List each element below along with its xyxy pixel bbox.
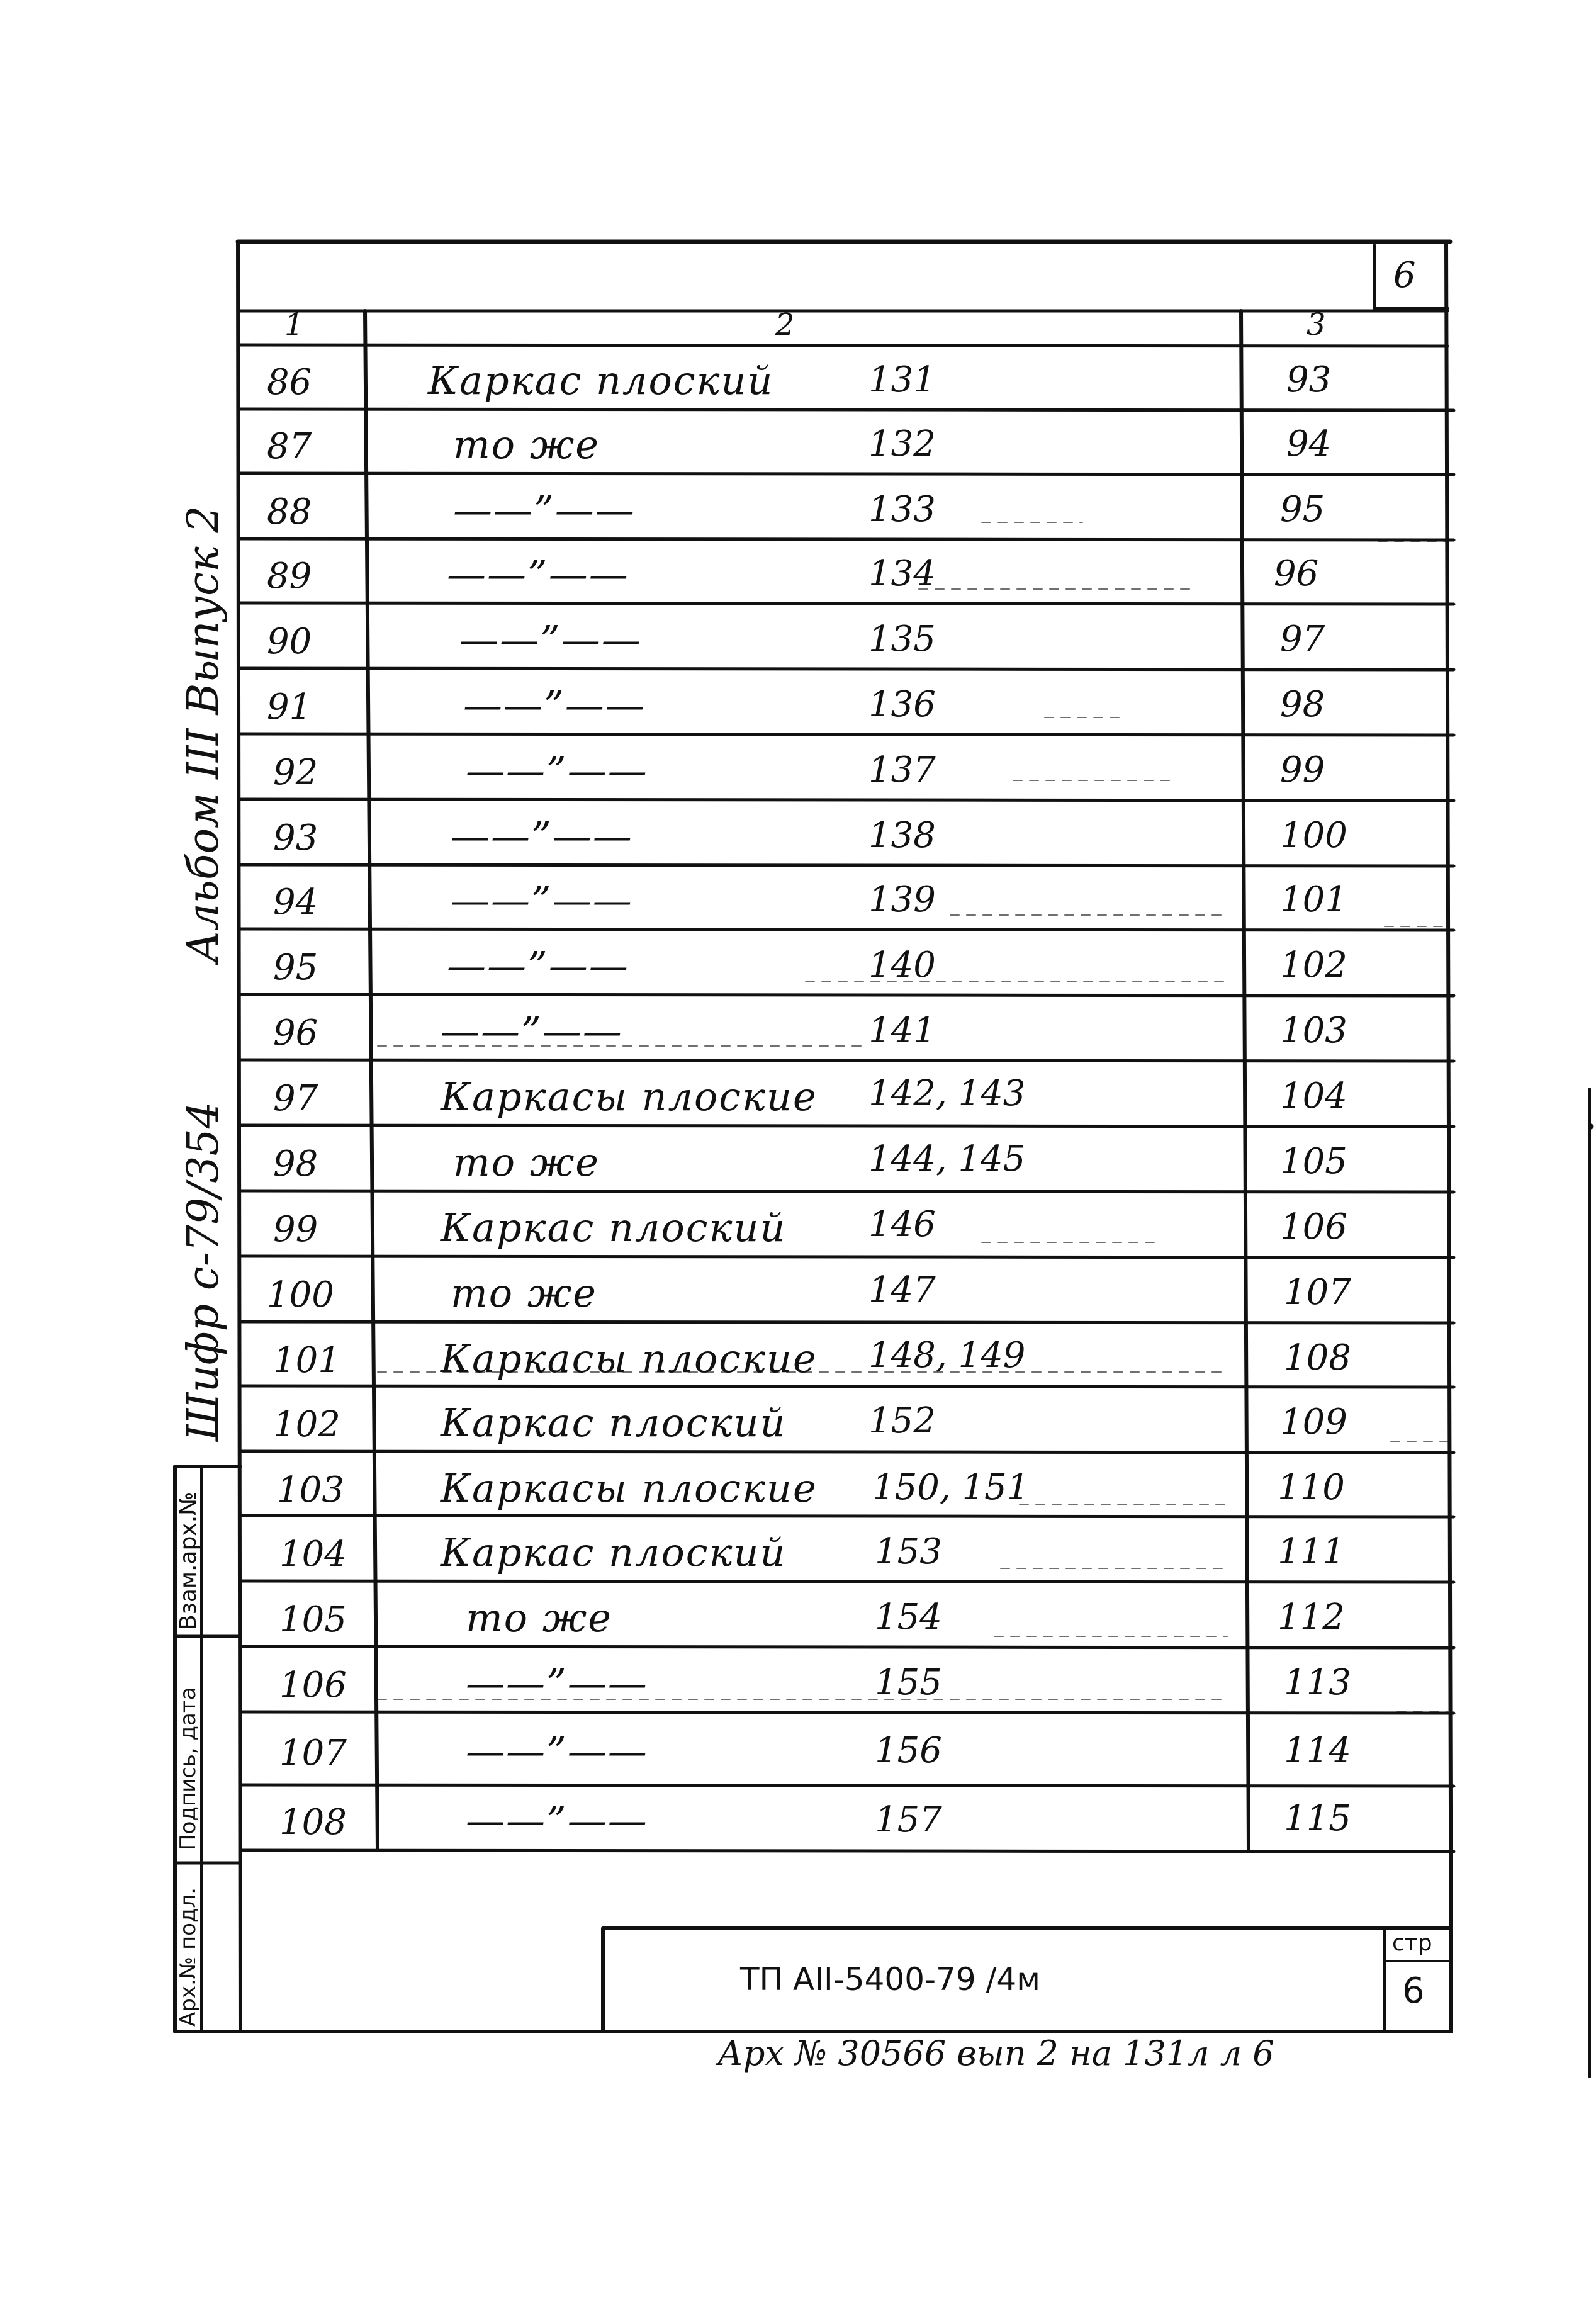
row-mark: 153 [875,1531,942,1572]
row-name: Каркас плоский [441,1529,787,1575]
row-page: 110 [1278,1467,1345,1508]
row-number: 103 [277,1470,344,1510]
table-row [0,616,1596,666]
table-row [0,1528,1596,1578]
row-number: 99 [273,1209,318,1250]
table-row [0,746,1596,797]
row-name: ——”—— [463,682,646,728]
table-row [0,1594,1596,1644]
row-name: Каркас плоский [441,1205,787,1251]
row-page: 113 [1284,1662,1351,1703]
row-number: 94 [273,882,318,923]
row-number: 108 [279,1802,347,1843]
column-header-3: 3 [1307,307,1326,342]
row-name: ——”—— [441,1008,623,1054]
row-mark: 135 [868,619,936,660]
row-mark: 133 [868,489,936,530]
row-page: 93 [1286,359,1332,400]
table-row [0,942,1596,992]
table-row [0,1659,1596,1709]
row-page: 98 [1280,684,1325,725]
row-page: 106 [1280,1206,1347,1247]
row-mark: 156 [875,1730,942,1771]
table-row [0,1799,1596,1849]
row-number: 93 [273,818,318,858]
table-row [0,1072,1596,1123]
row-number: 92 [273,752,318,793]
row-page: 107 [1284,1272,1351,1313]
row-number: 89 [267,556,312,597]
row-page: 97 [1280,619,1325,660]
table-row [0,681,1596,731]
row-name: ——”—— [451,877,633,923]
title-block-sheet-label: стр [1392,1930,1432,1956]
margin-note-album: Альбом III Выпуск 2 [179,505,228,963]
table-row [0,486,1596,536]
row-page: 94 [1286,424,1332,464]
table-row [0,1138,1596,1188]
row-name: Каркасы плоские [441,1074,818,1120]
row-page: 105 [1280,1141,1347,1182]
row-page: 111 [1278,1531,1345,1572]
row-mark: 141 [868,1010,936,1051]
row-page: 109 [1280,1402,1347,1443]
row-name: Каркасы плоские [441,1336,818,1381]
row-name: Каркас плоский [428,357,774,403]
row-number: 107 [279,1733,347,1774]
table-row [0,1203,1596,1254]
row-page: 103 [1280,1010,1347,1051]
table-row [0,356,1596,407]
column-header-2: 2 [775,307,795,342]
row-page: 114 [1284,1730,1351,1771]
row-page: 102 [1280,945,1347,986]
row-page: 104 [1280,1076,1347,1116]
table-row [0,876,1596,926]
table-row [0,1464,1596,1514]
row-mark: 140 [868,945,936,986]
table-row [0,550,1596,600]
row-number: 88 [267,492,312,532]
row-mark: 137 [868,750,936,790]
row-mark: 142, 143 [868,1073,1026,1114]
row-name: ——”—— [447,943,629,989]
row-mark: 147 [868,1269,936,1310]
row-page: 108 [1284,1337,1351,1378]
stamp-label-signature-date: Подпись, дата [176,1687,201,1850]
row-mark: 146 [868,1204,936,1245]
table-row [0,1007,1596,1057]
margin-note-code: Шифр с-79/354 [179,1101,228,1441]
row-name: то же [451,1270,597,1316]
row-name: то же [453,1139,600,1185]
row-name: ——”—— [459,617,642,663]
row-number: 95 [273,947,318,988]
row-number: 104 [279,1534,347,1575]
row-page: 100 [1280,815,1347,856]
table-row [0,1334,1596,1385]
row-number: 96 [273,1013,318,1054]
table-row [0,1727,1596,1777]
row-name: ——”—— [453,487,636,533]
row-name: Каркасы плоские [441,1465,818,1511]
row-name: ——”—— [447,551,629,597]
row-page: 99 [1280,750,1325,790]
row-name: то же [453,422,600,468]
row-number: 86 [267,362,312,403]
table-row [0,1398,1596,1449]
row-page: 96 [1274,553,1319,594]
row-mark: 154 [875,1597,942,1638]
row-number: 90 [267,621,312,662]
page-number-top: 6 [1393,255,1416,296]
row-number: 102 [273,1404,340,1445]
table-row [0,420,1596,471]
row-name: то же [466,1595,612,1641]
row-number: 105 [279,1599,347,1640]
column-header-1: 1 [284,307,304,342]
row-mark: 136 [868,684,936,725]
table-row [0,1269,1596,1319]
row-name: ——”—— [466,1797,648,1843]
stamp-label-replacement: Взам.арх.№ [176,1492,201,1630]
row-page: 112 [1278,1597,1345,1638]
row-mark: 152 [868,1400,936,1441]
row-mark: 134 [868,553,936,594]
row-page: 101 [1280,879,1347,920]
row-mark: 139 [868,879,936,920]
row-mark: 150, 151 [872,1467,1030,1508]
archive-note: Арх № 30566 вып 2 на 131л л 6 [717,2033,1274,2073]
row-number: 87 [267,426,312,467]
row-name: ——”—— [451,813,633,859]
title-block-sheet-number: 6 [1402,1971,1425,2011]
title-block-designation: ТП АII-5400-79 /4м [740,1961,1040,1998]
row-number: 106 [279,1665,347,1706]
row-number: 101 [273,1340,340,1381]
row-page: 115 [1284,1798,1351,1839]
stamp-label-original-archive: Арх.№ подл. [176,1887,201,2027]
row-mark: 148, 149 [868,1335,1026,1376]
row-name: ——”—— [466,1728,648,1774]
row-mark: 138 [868,815,936,856]
row-name: ——”—— [466,748,648,794]
row-name: ——”—— [466,1660,648,1706]
row-mark: 131 [868,359,936,400]
row-mark: 132 [868,424,936,464]
row-mark: 157 [875,1799,942,1840]
row-page: 95 [1280,489,1325,530]
row-mark: 144, 145 [868,1139,1026,1179]
row-number: 100 [267,1274,334,1315]
row-number: 98 [273,1144,318,1184]
row-name: Каркас плоский [441,1400,787,1446]
table-row [0,812,1596,862]
row-number: 91 [267,687,312,728]
row-number: 97 [273,1078,318,1119]
row-mark: 155 [875,1662,942,1703]
